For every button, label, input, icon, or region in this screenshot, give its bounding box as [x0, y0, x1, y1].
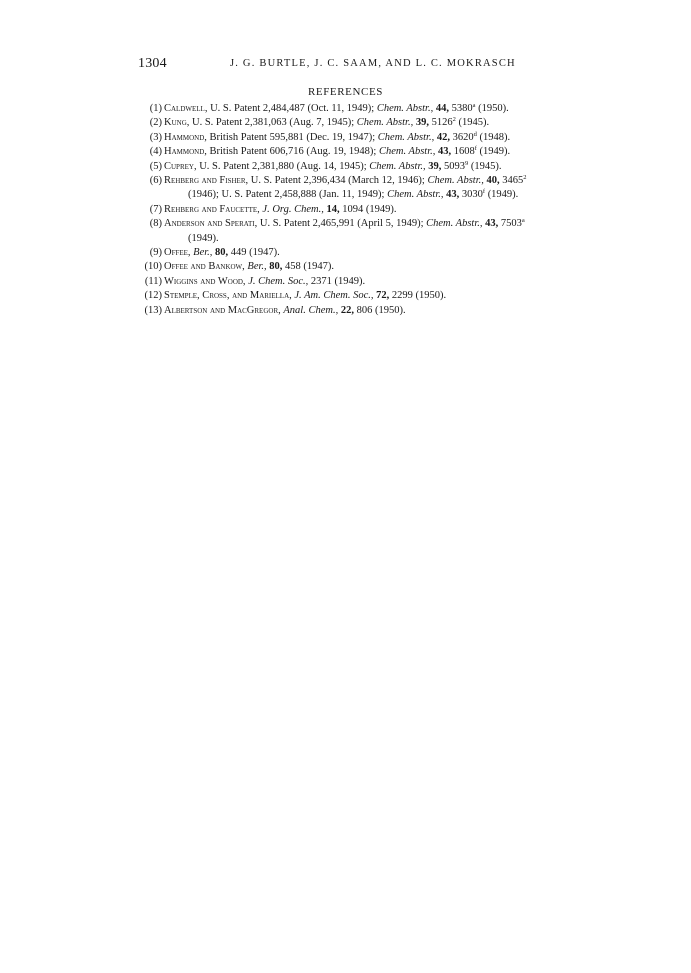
- reference-p4: (1948).: [476, 131, 511, 143]
- reference-number: (2): [149, 117, 162, 129]
- reference-p3: 449 (1947).: [228, 247, 280, 259]
- reference-number: (3): [149, 131, 162, 143]
- reference-item: [136, 174, 616, 203]
- reference-cont-p1: (1949).: [188, 232, 219, 244]
- reference-authors: Caldwell,: [164, 103, 208, 114]
- reference-vol: 39,: [428, 160, 442, 172]
- reference-number: (7): [149, 203, 162, 215]
- reference-vol: 40,: [486, 175, 500, 187]
- reference-journal: J. Am. Chem. Soc.,: [294, 290, 374, 302]
- reference-cont-p3: 3030: [459, 189, 483, 201]
- reference-authors: Kung,: [164, 117, 190, 129]
- reference-cont-journal: Chem. Abstr.,: [387, 189, 444, 201]
- reference-vol: 80,: [269, 261, 283, 273]
- reference-number: (9): [149, 247, 162, 259]
- reference-sup: f: [474, 145, 477, 153]
- reference-journal: Chem. Abstr.,: [376, 103, 434, 114]
- reference-journal: Chem. Abstr.,: [426, 218, 483, 230]
- reference-sup: 9: [465, 159, 469, 167]
- reference-journal: Chem. Abstr.,: [377, 131, 435, 143]
- reference-authors: Hammond,: [164, 131, 207, 143]
- reference-p3: 3465: [499, 175, 524, 187]
- reference-p3: 5380: [448, 103, 473, 114]
- reference-vol: 44,: [435, 103, 449, 114]
- reference-item: [136, 102, 616, 116]
- reference-p2: 2371 (1949).: [308, 275, 366, 287]
- reference-vol: 43,: [438, 146, 452, 158]
- reference-journal: Anal. Chem.,: [283, 304, 339, 316]
- reference-vol: 42,: [436, 131, 450, 143]
- reference-p1: U. S. Patent 2,465,991 (April 5, 1949);: [257, 218, 427, 230]
- reference-vol: 43,: [485, 218, 499, 230]
- reference-vol: 14,: [326, 203, 340, 215]
- reference-p1: British Patent 606,716 (Aug. 19, 1948);: [206, 146, 379, 158]
- reference-authors: Rehberg and Fisher,: [164, 175, 249, 187]
- reference-p3: 458 (1947).: [282, 261, 335, 273]
- reference-number: (5): [149, 160, 162, 172]
- reference-item: [136, 289, 616, 303]
- reference-cont-sup: f: [482, 188, 486, 196]
- reference-vol: 39,: [415, 117, 429, 129]
- reference-cont-p1: (1946); U. S. Patent 2,458,888 (Jan. 11, 1949);: [188, 189, 388, 201]
- page-number: 1304: [138, 56, 167, 71]
- reference-list: [136, 102, 616, 318]
- reference-p3: 2299 (1950).: [389, 290, 447, 302]
- reference-journal: Chem. Abstr.,: [369, 160, 426, 172]
- reference-authors: Hammond,: [164, 146, 207, 158]
- reference-number: (13): [144, 304, 162, 316]
- reference-journal: Ber.,: [247, 261, 267, 273]
- reference-vol: 22,: [340, 304, 354, 316]
- reference-sup: 2: [523, 174, 527, 182]
- reference-number: (8): [149, 218, 162, 230]
- reference-number: (4): [149, 146, 162, 158]
- reference-p1: U. S. Patent 2,396,434 (March 12, 1946);: [248, 175, 428, 187]
- reference-p3: 1094 (1949).: [339, 203, 397, 215]
- reference-authors: Wiggins and Wood,: [164, 275, 246, 287]
- reference-p3: 806 (1950).: [353, 304, 406, 316]
- reference-item: [136, 160, 616, 174]
- reference-continuation: [164, 188, 616, 202]
- reference-item: [136, 304, 616, 318]
- reference-p3: 5093: [441, 160, 466, 172]
- reference-authors: Offee,: [164, 247, 191, 259]
- running-head: J. G. BURTLE, J. C. SAAM, AND L. C. MOKRASCH: [230, 58, 516, 69]
- reference-item: [136, 260, 616, 274]
- reference-number: (11): [144, 275, 162, 287]
- reference-authors: Albertson and MacGregor,: [164, 304, 281, 316]
- reference-item: [136, 217, 616, 246]
- reference-item: [136, 203, 616, 217]
- reference-p1: U. S. Patent 2,381,063 (Aug. 7, 1945);: [189, 117, 357, 129]
- reference-p3: 7503: [498, 218, 522, 230]
- reference-p1: U. S. Patent 2,381,880 (Aug. 14, 1945);: [196, 160, 370, 172]
- reference-vol: 72,: [376, 290, 390, 302]
- reference-journal: Chem. Abstr.,: [378, 146, 436, 158]
- reference-journal: J. Chem. Soc.,: [248, 275, 309, 287]
- reference-journal: J. Org. Chem.,: [262, 203, 324, 215]
- reference-number: (1): [149, 103, 162, 114]
- reference-vol: 80,: [215, 247, 229, 259]
- reference-p1: U. S. Patent 2,484,487 (Oct. 11, 1949);: [207, 103, 377, 114]
- reference-authors: Offee and Bankow,: [164, 261, 245, 273]
- reference-authors: Anderson and Sperati,: [164, 218, 258, 230]
- reference-p4: (1945).: [455, 117, 490, 129]
- reference-p4: (1950).: [475, 103, 509, 114]
- reference-sup: a: [521, 217, 525, 225]
- section-title: REFERENCES: [307, 86, 384, 98]
- reference-item: [136, 246, 616, 260]
- reference-item: [136, 145, 616, 159]
- reference-cont-p4: (1949).: [485, 189, 519, 201]
- reference-journal: Chem. Abstr.,: [356, 117, 414, 129]
- reference-sup: d: [473, 130, 477, 138]
- reference-authors: Cuprey,: [164, 160, 197, 172]
- reference-cont-vol: 43,: [446, 189, 460, 201]
- reference-item: [136, 116, 616, 130]
- reference-p3: 5126: [428, 117, 453, 129]
- reference-p4: (1949).: [476, 146, 511, 158]
- reference-journal: Ber.,: [193, 247, 213, 259]
- reference-p4: (1945).: [468, 160, 502, 172]
- reference-authors: Stemple, Cross, and Mariella,: [164, 290, 292, 302]
- reference-sup: a: [472, 102, 476, 109]
- reference-number: (10): [144, 261, 162, 273]
- reference-journal: Chem. Abstr.,: [427, 175, 484, 187]
- reference-authors: Rehberg and Faucette,: [164, 203, 260, 215]
- reference-number: (12): [144, 290, 162, 302]
- reference-p1: British Patent 595,881 (Dec. 19, 1947);: [206, 131, 378, 143]
- reference-item: [136, 131, 616, 145]
- reference-sup: 2: [452, 116, 456, 124]
- reference-continuation: [164, 232, 616, 246]
- reference-number: (6): [149, 175, 162, 187]
- reference-p3: 3620: [449, 131, 474, 143]
- reference-p3: 1608: [451, 146, 475, 158]
- reference-item: [136, 275, 616, 289]
